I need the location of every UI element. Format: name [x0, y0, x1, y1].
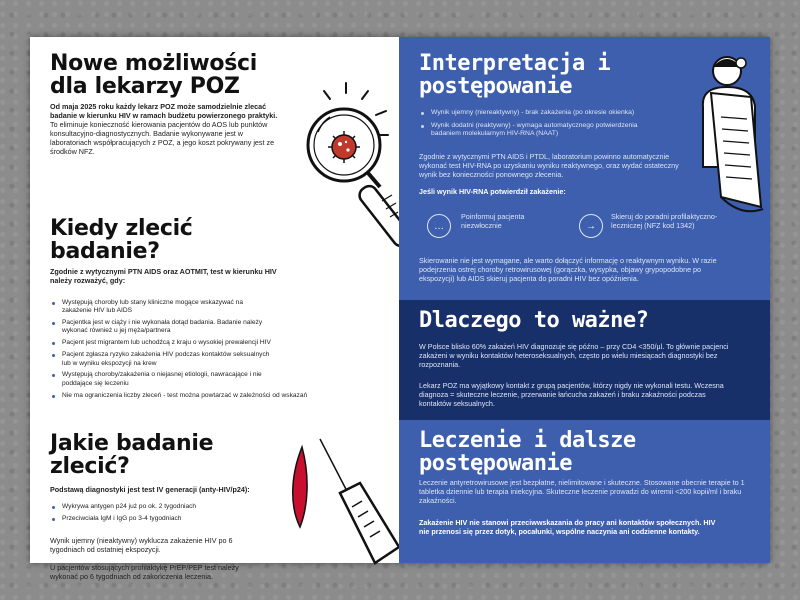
list-item: Pacjentka jest w ciąży i nie wykonała dotąd badania. Badanie należy wykonać również u jej męża/partnera	[50, 319, 277, 336]
list-item: Przeciwciała IgM i IgG po 3-4 tygodniach	[50, 515, 250, 523]
when-lead: Zgodnie z wytycznymi PTN AIDS oraz AOTMIT, test w kierunku HIV należy rozważyć, gdy:	[50, 267, 277, 285]
right-page	[399, 37, 770, 563]
title-when-to-order: Kiedy zlecić badanie?	[50, 216, 193, 264]
intro-bold: Od maja 2025 roku każdy lekarz POZ może samodzielnie zlecać badanie w kierunku HIV w ramach budżetu powierzonego praktyki.	[50, 102, 278, 120]
list-item: Wykrywa antygen p24 już po ok. 2 tygodniach	[50, 503, 250, 511]
chat-icon: …	[427, 214, 451, 238]
intro-paragraph	[50, 102, 282, 156]
left-page	[30, 37, 399, 581]
title-which-test: Jakie badanie zlecić?	[50, 431, 214, 479]
list-item: Występują choroby/zakażenia o niejasnej etiologii, nawracające i nie poddające się leczeniu	[50, 371, 277, 388]
which-lead: Podstawą diagnostyki jest test IV generacji (anty-HIV/p24):	[50, 485, 250, 494]
prep-note: U pacjentów stosujących profilaktykę PrEP/PEP test należy wykonać po 6 tygodniach od zakończenia leczenia.	[50, 563, 239, 581]
syringe-blood-icon	[280, 437, 399, 563]
title-why-important: Dlaczego to ważne?	[419, 308, 649, 333]
title-treatment: Leczenie i dalsze postępowanie	[419, 428, 636, 476]
list-item: Występują choroby lub stany kliniczne mogące wskazywać na zakażenie HIV lub AIDS	[50, 299, 252, 316]
arrow-right-icon: →	[579, 214, 603, 238]
list-item: Wynik ujemny (niereaktywny) - brak zakażenia (po okresie okienka)	[419, 109, 669, 118]
doctor-document-icon	[681, 47, 770, 217]
late-diagnosis-paragraph: W Polsce blisko 60% zakażeń HIV diagnozuje się późno – przy CD4 <350/µl. To głównie pacjenci zakażeni w wyniku kontaktów heteroseksualnych, często po wielu miesiącach diagnostyki bez rozpoznania.	[419, 342, 729, 369]
gp-role-paragraph: Lekarz POZ ma wyjątkowy kontakt z grupą pacjentów, którzy nigdy nie wykonali testu. Wczesna diagnoza = skuteczne leczenie, przerwanie łańcucha zakażeń i braku zakaźności podczas kontaktów seksualnych.	[419, 381, 724, 408]
intro-rest: To eliminuje konieczność kierowania pacjentów do AOS lub punktów konsultacyjno-diagnostycznych. Badanie wykonywane jest w laboratoriach współpracujących z POZ, a jego koszt pokrywany jest ze środków NFZ.	[50, 120, 275, 156]
leaflet-spread	[30, 37, 770, 581]
action-refer: Skieruj do poradni profilaktyczno-leczniczej (NFZ kod 1342)	[611, 212, 718, 230]
no-contraindication-paragraph: Zakażenie HIV nie stanowi przeciwwskazania do pracy ani kontaktów społecznych. HIV nie przenosi się przez dotyk, pocałunki, wspólne naczynia ani codzienne kontakty.	[419, 518, 716, 536]
referral-paragraph: Skierowanie nie jest wymagane, ale warto dołączyć informację o reaktywnym wyniku. W razie podejrzenia ostrej choroby retrowirusowej (gorączka, wysypka, objawy grypopodobne po ekspozycji) lub AIDS skieruj pacjenta do poradni HIV bez opóźnienia.	[419, 256, 717, 283]
test-list	[50, 503, 250, 527]
list-item: Pacjent zgłasza ryzyko zakażenia HIV podczas kontaktów seksualnych lub w wyniku ekspozycji na krew	[50, 351, 277, 368]
confirm-lead: Jeśli wynik HIV-RNA potwierdził zakażenie:	[419, 187, 566, 196]
lab-paragraph: Zgodnie z wytycznymi PTN AIDS i PTDL, laboratorium powinno automatycznie wykonać test HIV-RNA po uzyskaniu wyniku reaktywnego, oraz wydać ostateczny wynik bez konieczności ponownego zlecenia.	[419, 152, 679, 179]
result-list	[419, 109, 669, 143]
action-inform: Poinformuj pacjenta niezwłocznie	[461, 212, 525, 230]
title-interpretation: Interpretacja i postępowanie	[419, 51, 611, 99]
list-item: Nie ma ograniczenia liczby zleceń - test można powtarzać w zależności od wskazań	[50, 392, 370, 400]
title-new-possibilities: Nowe możliwości dla lekarzy POZ	[50, 51, 257, 99]
magnifier-virus-icon	[288, 77, 398, 277]
negative-result-note: Wynik ujemny (nieaktywny) wyklucza zakażenie HIV po 6 tygodniach od ostatniej ekspozycji.	[50, 536, 233, 554]
indications-list	[50, 299, 370, 404]
treatment-paragraph: Leczenie antyretrowirusowe jest bezpłatne, nielimitowane i skuteczne. Stosowane obecnie terapie to 1 tabletka dziennie lub terapia iniekcyjna. Skuteczne leczenie prowadzi do wiremii <200 kopii/ml i braku zakaźności.	[419, 478, 745, 505]
list-item: Wynik dodatni (reaktywny) - wymaga automatycznego potwierdzenia badaniem molekularnym HIV-RNA (NAAT)	[419, 122, 669, 139]
list-item: Pacjent jest migrantem lub uchodźcą z kraju o wysokiej prewalencji HIV	[50, 339, 370, 347]
